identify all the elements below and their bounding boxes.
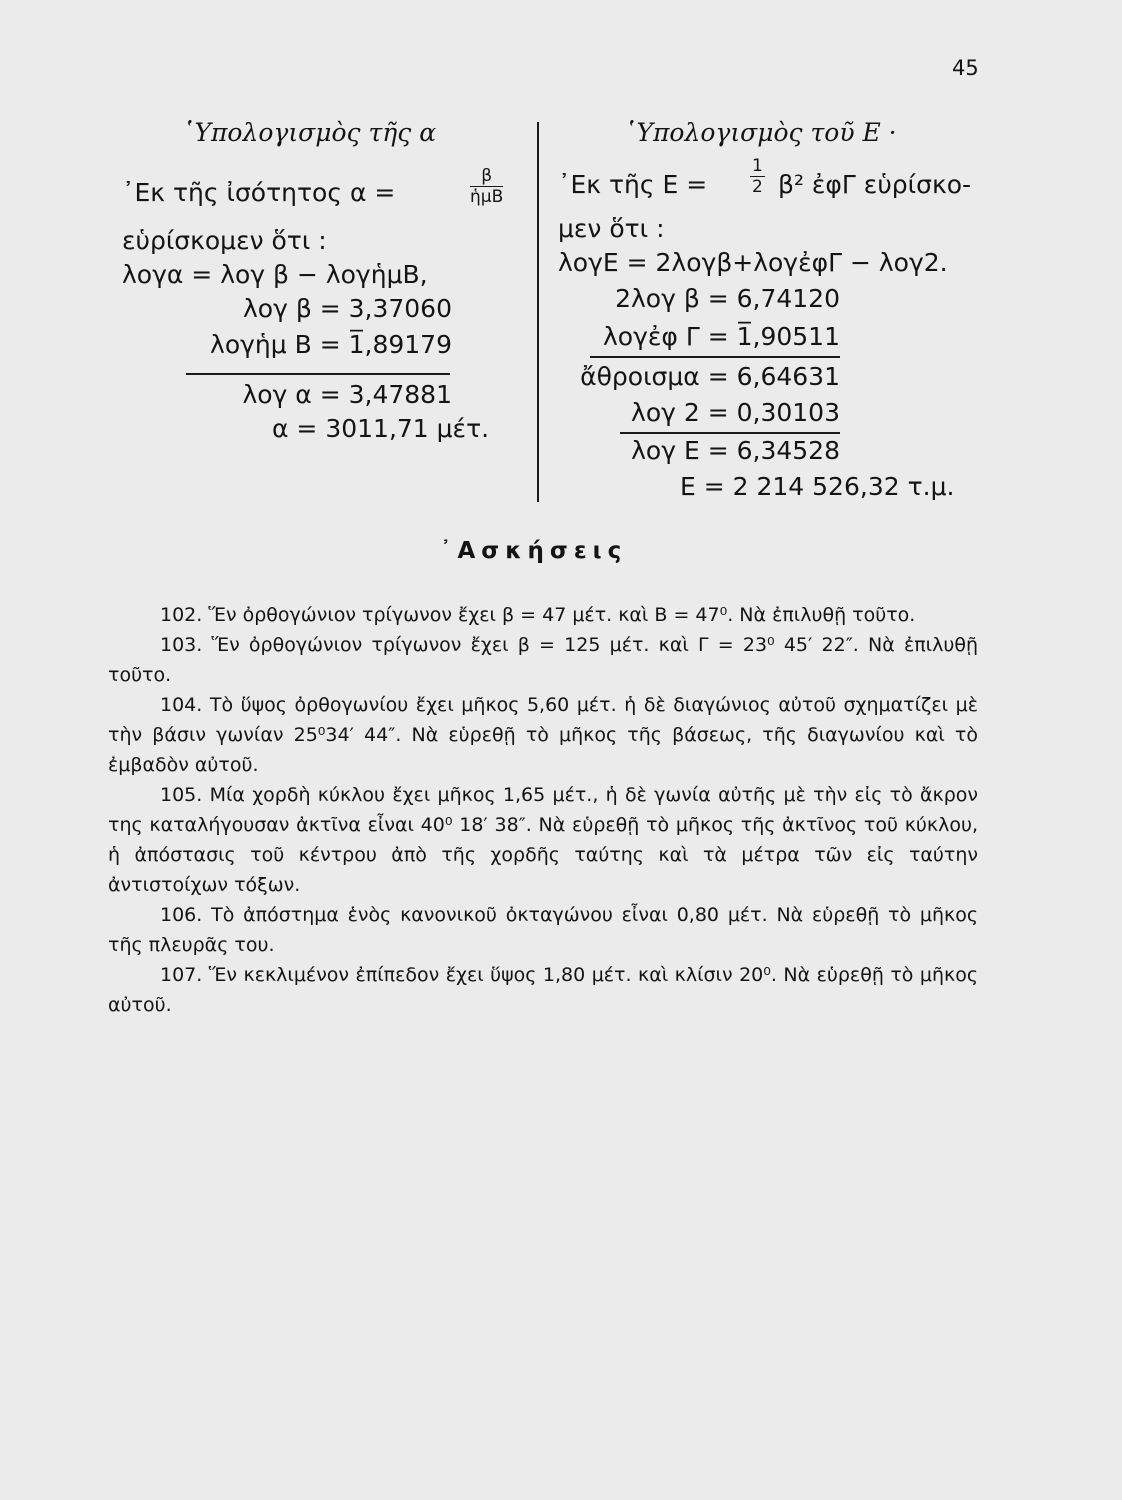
right-intro-post: β² ἐφΓ εὑρίσκο- [778, 170, 972, 199]
right-fraction-denominator: 2 [752, 177, 763, 197]
exercise-102: 102. Ἕν ὀρθογώνιον τρίγωνον ἔχει β = 47 μέτ. καὶ Β = 47⁰. Νὰ ἐπιλυθῇ τοῦτο. [160, 604, 916, 626]
right-formula: λογΕ = 2λογβ+λογἐφΓ − λογ2. [558, 248, 948, 277]
exercise-105: 105. Μία χορδὴ κύκλου ἔχει μῆκος 1,65 μέτ., ἡ δὲ γωνία αὐτῆς μὲ τὴν εἰς τὸ ἄκρον της καταλήγουσαν ἀκτῖνα εἶναι 40⁰ 18′ 38″. Νὰ εὑρεθῇ τὸ μῆκος τῆς ἀκτῖνος τοῦ κύκλου, ἡ ἀπόστασις τοῦ κέντρου ἀπὸ τῆς χορδῆς ταύτης καὶ τὰ μέτρα τῶν εἰς ταύτην ἀντιστοίχων τόξων. [108, 784, 978, 896]
exercise-106: 106. Τὸ ἀπόστημα ἑνὸς κανονικοῦ ὀκταγώνου εἶναι 0,80 μέτ. Νὰ εὑρεθῇ τὸ μῆκος τῆς πλευρᾶς του. [108, 904, 978, 956]
exercise-104: 104. Τὸ ὕψος ὀρθογωνίου ἔχει μῆκος 5,60 μέτ. ἡ δὲ διαγώνιος αὐτοῦ σχηματίζει μὲ τὴν βάσιν γωνίαν 25⁰34′ 44″. Νὰ εὑρεθῇ τὸ μῆκος τῆς βάσεως, τῆς διαγωνίου καὶ τὸ ἐμβαδὸν αὐτοῦ. [108, 694, 978, 776]
left-row-2: λογἡμ Β = 1̅,89179 [210, 330, 452, 359]
left-row-3: λογ α = 3,47881 [242, 380, 452, 409]
left-heading: ῾Υπολογισμὸς τῆς α [182, 118, 437, 147]
column-divider [537, 122, 539, 502]
right-sum-rule-2 [620, 432, 840, 434]
right-row-1: 2λογ β = 6,74120 [615, 284, 840, 313]
right-row-3: ἄθροισμα = 6,64631 [580, 362, 840, 391]
right-fraction [750, 156, 765, 197]
left-sum-rule [186, 373, 450, 375]
left-result: α = 3011,71 μέτ. [272, 414, 490, 443]
right-intro-2: μεν ὅτι : [558, 214, 665, 243]
right-fraction-numerator: 1 [752, 156, 763, 176]
right-sum-rule-1 [590, 356, 840, 358]
right-row-5: λογ Ε = 6,34528 [631, 436, 840, 465]
exercise-list [108, 600, 978, 1020]
exercises-title: ᾿Ασκήσεις [440, 538, 628, 564]
left-formula: λογα = λογ β − λογἡμΒ, [122, 260, 428, 289]
left-fraction-numerator: β [470, 166, 503, 187]
page-number: 45 [952, 56, 979, 80]
left-row-1: λογ β = 3,37060 [242, 294, 452, 323]
exercise-107: 107. Ἕν κεκλιμένον ἐπίπεδον ἔχει ὕψος 1,80 μέτ. καὶ κλίσιν 20⁰. Νὰ εὑρεθῇ τὸ μῆκος αὐτοῦ. [108, 964, 978, 1016]
right-row-4: λογ 2 = 0,30103 [631, 398, 840, 427]
left-intro-2: εὑρίσκομεν ὅτι : [122, 226, 327, 255]
right-heading: ῾Υπολογισμὸς τοῦ Ε · [624, 118, 897, 147]
right-intro-pre: ᾿Εκ τῆς Ε = [558, 170, 708, 199]
left-fraction [470, 166, 503, 207]
right-row-2: λογἐφ Γ = 1̅,90511 [603, 322, 840, 351]
right-result: Ε = 2 214 526,32 τ.μ. [680, 472, 955, 501]
left-intro: ᾿Εκ τῆς ἰσότητος α = [122, 178, 396, 207]
left-fraction-denominator: ἡμΒ [470, 187, 504, 207]
exercise-103: 103. Ἕν ὀρθογώνιον τρίγωνον ἔχει β = 125 μέτ. καὶ Γ = 23⁰ 45′ 22″. Νὰ ἐπιλυθῇ τοῦτο. [108, 634, 978, 686]
